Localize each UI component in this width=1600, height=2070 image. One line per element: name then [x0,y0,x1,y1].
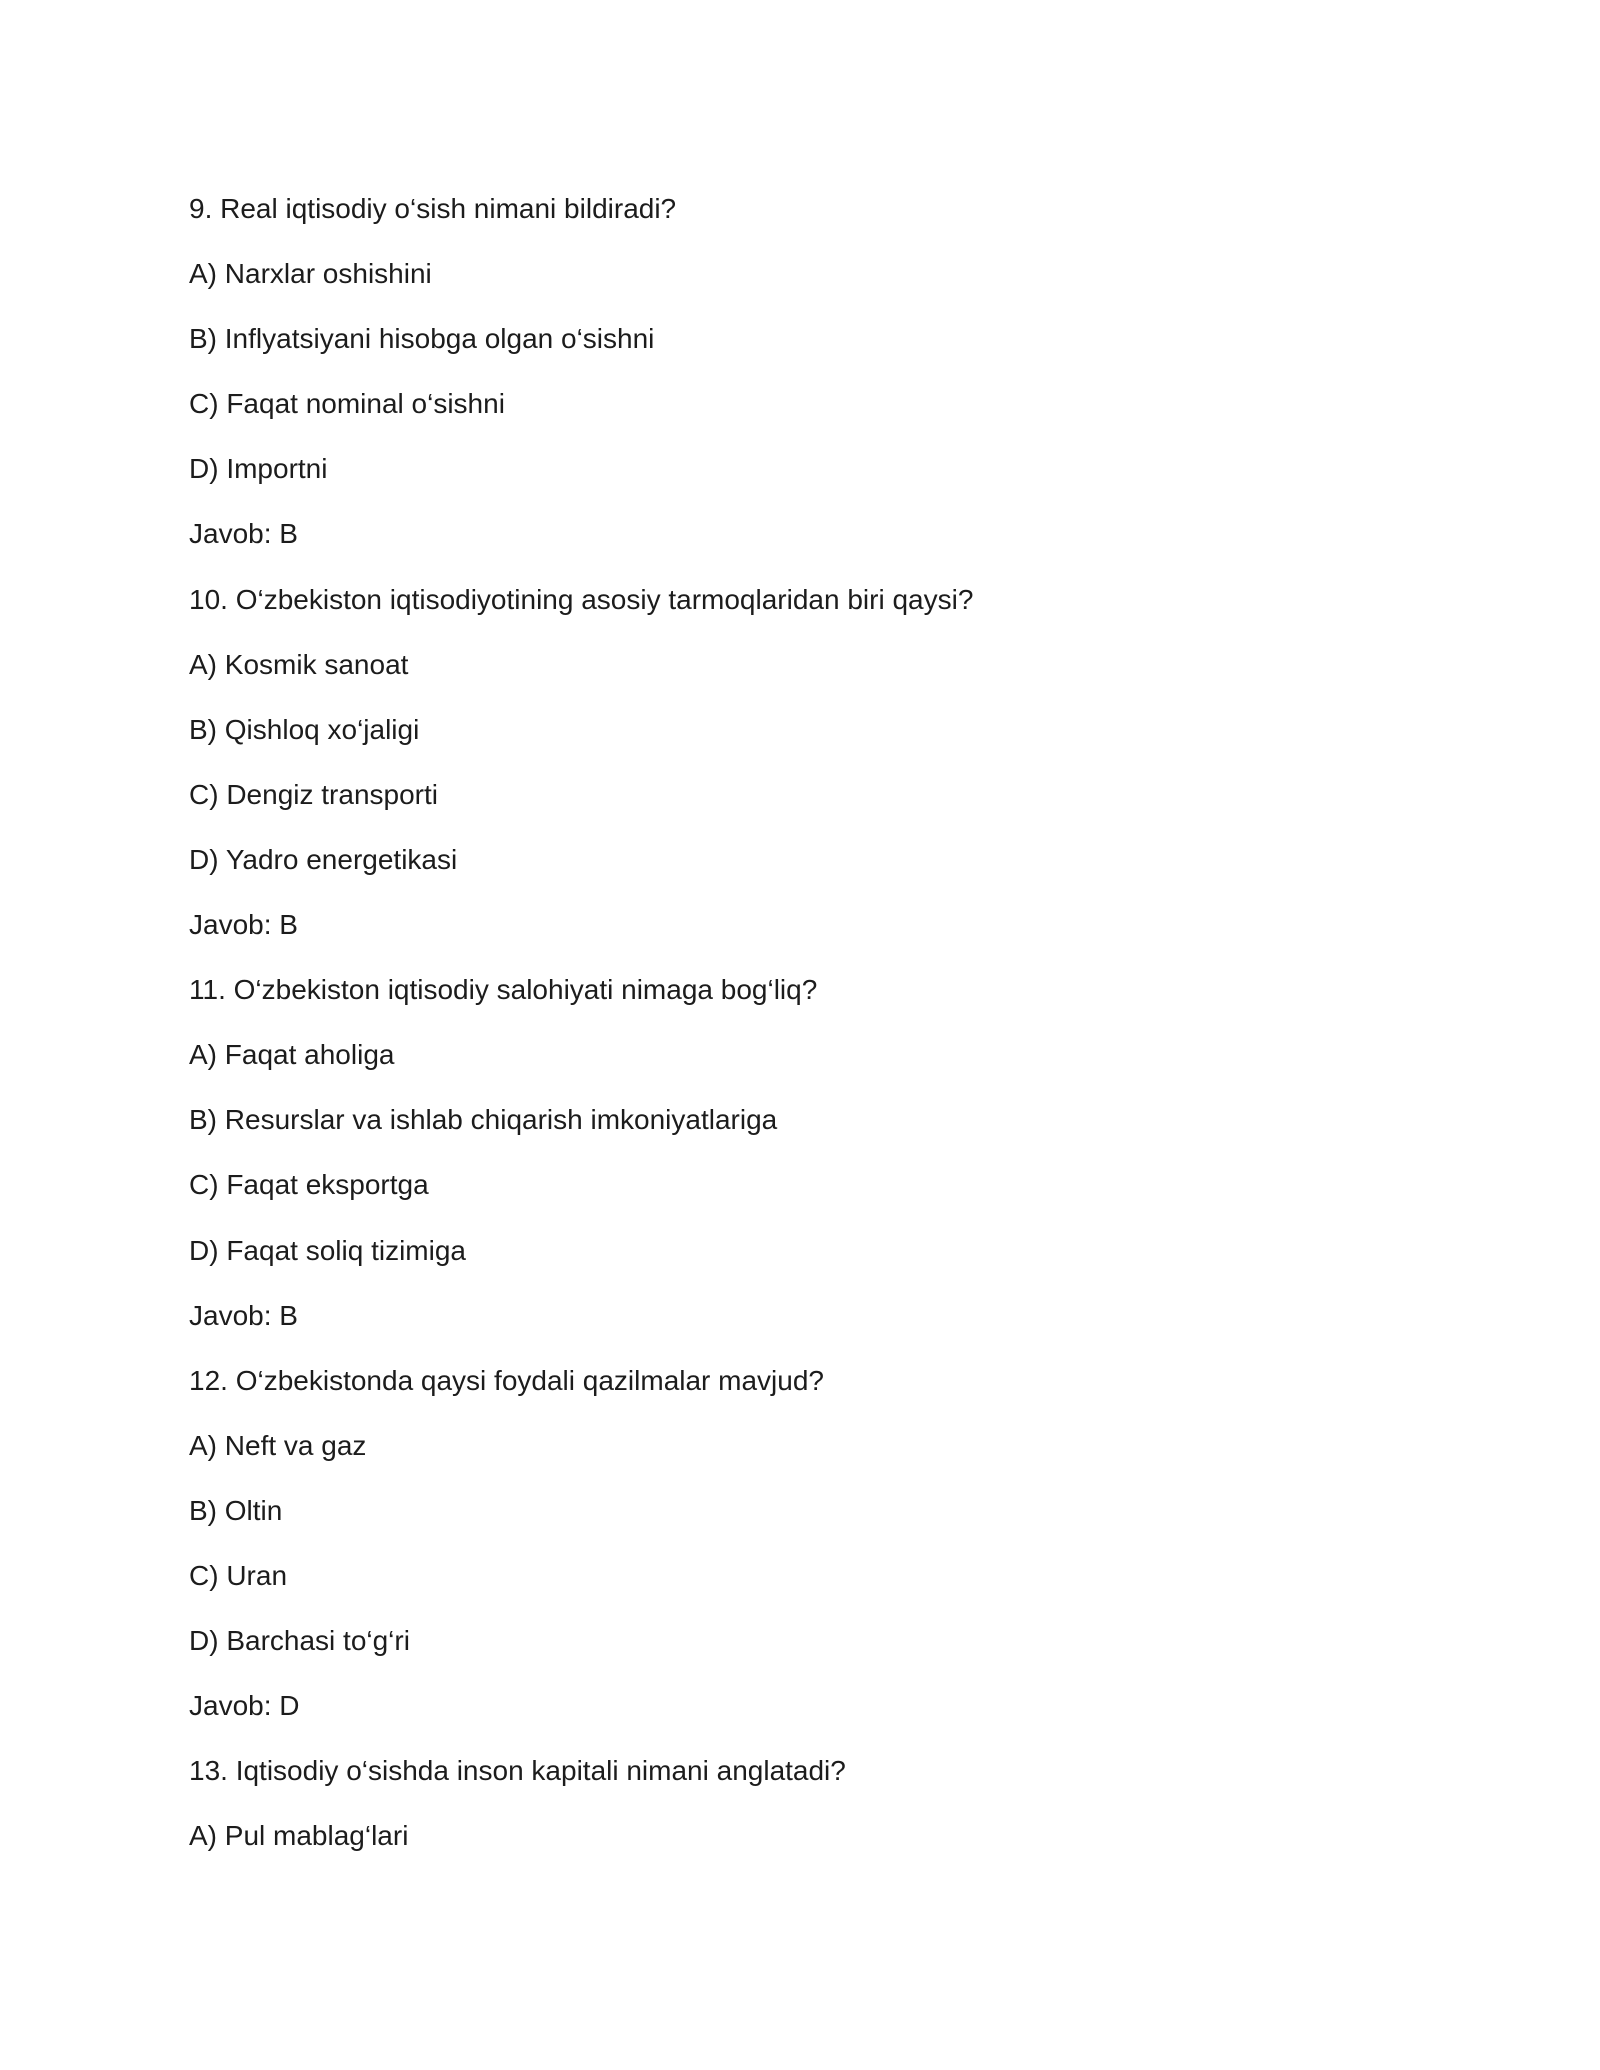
question-11-option-b: B) Resurslar va ishlab chiqarish imkoniyatlariga [189,1104,778,1136]
question-13-text: 13. Iqtisodiy o‘sishda inson kapitali nimani anglatadi? [189,1755,846,1787]
question-12-option-a: A) Neft va gaz [189,1429,367,1461]
question-13-option-a: A) Pul mablag‘lari [189,1820,409,1852]
question-12-text: 12. O‘zbekistonda qaysi foydali qazilmalar mavjud? [189,1364,824,1396]
question-9-answer: Javob: B [189,518,298,550]
question-10-option-b: B) Qishloq xo‘jaligi [189,713,420,745]
question-12-option-b: B) Oltin [189,1494,283,1526]
question-12-option-d: D) Barchasi to‘g‘ri [189,1625,410,1657]
question-10-answer: Javob: B [189,909,298,941]
question-10-option-a: A) Kosmik sanoat [189,648,409,680]
document-body [189,186,1439,1878]
question-10-option-c: C) Dengiz transporti [189,778,438,810]
question-9-option-d: D) Importni [189,453,328,485]
question-9-option-b: B) Inflyatsiyani hisobga olgan o‘sishni [189,323,655,355]
question-11-answer: Javob: B [189,1299,298,1331]
question-11-option-d: D) Faqat soliq tizimiga [189,1234,466,1266]
question-12-option-c: C) Uran [189,1559,288,1591]
question-12-answer: Javob: D [189,1690,300,1722]
question-11-text: 11. O‘zbekiston iqtisodiy salohiyati nimaga bog‘liq? [189,974,818,1006]
question-9-text: 9. Real iqtisodiy o‘sish nimani bildiradi? [189,193,677,224]
question-10-text: 10. O‘zbekiston iqtisodiyotining asosiy tarmoqlaridan biri qaysi? [189,583,974,615]
question-9-option-c: C) Faqat nominal o‘sishni [189,388,505,420]
question-10-option-d: D) Yadro energetikasi [189,843,458,875]
question-9-option-a: A) Narxlar oshishini [189,258,432,290]
question-11-option-a: A) Faqat aholiga [189,1039,395,1071]
question-11-option-c: C) Faqat eksportga [189,1169,429,1201]
